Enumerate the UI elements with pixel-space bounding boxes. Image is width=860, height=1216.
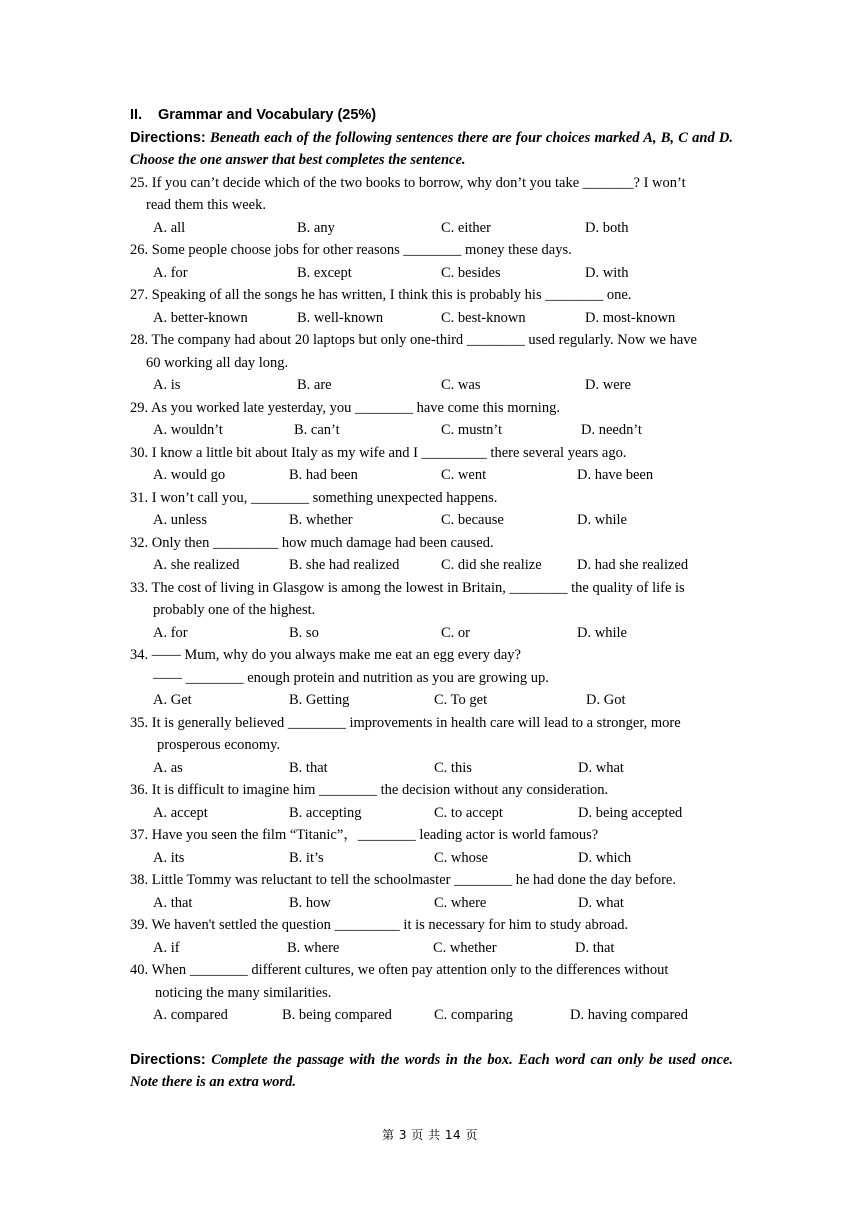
directions-1 <box>130 127 733 172</box>
option-d[interactable]: D. needn’t <box>581 422 642 438</box>
option-d[interactable]: D. while <box>577 624 627 641</box>
question-item <box>130 869 733 914</box>
question-stem-continued: read them this week. <box>146 197 266 213</box>
directions-2 <box>130 1049 733 1094</box>
option-a[interactable]: A. unless <box>153 512 207 528</box>
answer-options <box>130 847 733 870</box>
answer-options <box>130 622 733 645</box>
question-stem: 39. We haven't settled the question _________ it is necessary for him to study abroad. <box>130 917 629 933</box>
option-c[interactable]: C. comparing <box>434 1007 513 1023</box>
question-stem: 26. Some people choose jobs for other reasons ________ money these days. <box>130 242 572 258</box>
option-a[interactable]: A. all <box>153 219 186 236</box>
option-d[interactable]: D. were <box>585 377 631 393</box>
answer-options <box>130 937 733 960</box>
exam-page <box>130 104 733 1094</box>
option-a[interactable]: A. is <box>153 377 181 393</box>
option-b[interactable]: B. had been <box>289 467 358 483</box>
option-d[interactable]: D. with <box>585 264 629 281</box>
question-stem: 32. Only then _________ how much damage had been caused. <box>130 534 494 551</box>
option-c[interactable]: C. best-known <box>441 309 526 326</box>
option-c[interactable]: C. was <box>441 377 481 393</box>
question-item <box>130 959 733 1027</box>
option-d[interactable]: D. being accepted <box>578 804 683 821</box>
answer-options <box>130 419 733 442</box>
question-stem: 40. When ________ different cultures, we often pay attention only to the differences without <box>130 962 669 978</box>
option-c[interactable]: C. whose <box>434 849 488 866</box>
answer-options <box>130 757 733 780</box>
option-a[interactable]: A. that <box>153 894 193 911</box>
option-a[interactable]: A. she realized <box>153 557 240 573</box>
question-stem: 29. As you worked late yesterday, you ________ have come this morning. <box>130 399 560 416</box>
question-item <box>130 824 733 869</box>
option-a[interactable]: A. if <box>153 939 180 956</box>
directions-text: Beneath each of the following sentences there are four choices marked A, B, C and D. Choose the one answer that best completes the sentence. <box>130 129 733 168</box>
answer-options <box>130 689 733 712</box>
answer-options <box>130 509 733 532</box>
question-stem: 36. It is difficult to imagine him ________ the decision without any consideration. <box>130 782 609 798</box>
answer-options <box>130 1004 733 1027</box>
option-c[interactable]: C. either <box>441 219 491 236</box>
option-b[interactable]: B. so <box>289 624 319 641</box>
question-item <box>130 284 733 329</box>
answer-options <box>130 802 733 825</box>
option-c[interactable]: C. or <box>441 624 470 641</box>
directions-label: Directions: <box>130 1051 206 1068</box>
option-c[interactable]: C. this <box>434 759 472 776</box>
question-stem: 33. The cost of living in Glasgow is among the lowest in Britain, ________ the quality of life is <box>130 579 685 596</box>
option-d[interactable]: D. both <box>585 219 629 236</box>
option-b[interactable]: B. except <box>297 264 352 281</box>
option-b[interactable]: B. being compared <box>282 1007 392 1023</box>
question-stem-continued: prosperous economy. <box>157 737 281 753</box>
question-stem-continued: 60 working all day long. <box>146 354 289 371</box>
option-a[interactable]: A. for <box>153 264 188 281</box>
answer-options <box>130 374 733 397</box>
question-item <box>130 577 733 645</box>
option-b[interactable]: B. whether <box>289 512 353 528</box>
question-item <box>130 532 733 577</box>
option-c[interactable]: C. whether <box>433 939 497 956</box>
section-heading <box>130 104 733 127</box>
answer-options <box>130 892 733 915</box>
option-d[interactable]: D. had she realized <box>577 557 689 573</box>
option-b[interactable]: B. accepting <box>289 804 362 821</box>
option-a[interactable]: A. better-known <box>153 309 248 326</box>
question-item <box>130 487 733 532</box>
question-stem: 35. It is generally believed ________ improvements in health care will lead to a stronger, more <box>130 714 681 731</box>
question-stem: 28. The company had about 20 laptops but only one-third ________ used regularly. Now we have <box>130 332 697 348</box>
question-stem: 31. I won’t call you, ________ something unexpected happens. <box>130 489 498 506</box>
answer-options <box>130 307 733 330</box>
option-c[interactable]: C. besides <box>441 264 501 281</box>
question-list <box>130 172 733 1027</box>
question-stem: 38. Little Tommy was reluctant to tell the schoolmaster ________ he had done the day before. <box>130 872 676 888</box>
option-b[interactable]: B. it’s <box>289 849 324 866</box>
option-b[interactable]: B. are <box>297 377 332 393</box>
question-item <box>130 172 733 240</box>
question-item <box>130 712 733 780</box>
option-b[interactable]: B. where <box>287 939 340 956</box>
option-b[interactable]: B. she had realized <box>289 557 400 573</box>
question-item <box>130 397 733 442</box>
option-a[interactable]: A. Get <box>153 692 192 708</box>
option-b[interactable]: B. well-known <box>297 309 384 326</box>
option-a[interactable]: A. for <box>153 624 188 641</box>
section-number: II. <box>130 107 143 123</box>
question-item <box>130 644 733 712</box>
question-item <box>130 329 733 397</box>
directions-label: Directions: <box>130 129 206 146</box>
option-d[interactable]: D. Got <box>586 692 626 708</box>
option-b[interactable]: B. how <box>289 894 331 911</box>
option-c[interactable]: C. mustn’t <box>441 422 502 438</box>
answer-options <box>130 464 733 487</box>
option-d[interactable]: D. what <box>578 894 624 911</box>
directions-text: Complete the passage with the words in the box. Each word can only be used once. Note there is an extra word. <box>130 1051 733 1090</box>
answer-options <box>130 554 733 577</box>
option-b[interactable]: B. can’t <box>294 422 340 438</box>
option-d[interactable]: D. which <box>578 849 632 866</box>
option-d[interactable]: D. that <box>575 939 615 956</box>
section-title: Grammar and Vocabulary (25%) <box>158 107 377 123</box>
option-b[interactable]: B. any <box>297 219 335 236</box>
question-stem: 34. —— Mum, why do you always make me eat an egg every day? <box>130 647 521 663</box>
question-item <box>130 239 733 284</box>
option-c[interactable]: C. to accept <box>434 804 503 821</box>
option-a[interactable]: A. its <box>153 849 185 866</box>
option-c[interactable]: C. did she realize <box>441 557 542 573</box>
question-item <box>130 442 733 487</box>
option-d[interactable]: D. have been <box>577 467 654 483</box>
answer-options <box>130 262 733 285</box>
question-item <box>130 779 733 824</box>
option-c[interactable]: C. where <box>434 894 487 911</box>
option-b[interactable]: B. that <box>289 759 328 776</box>
page-footer: 第 3 页 共 14 页 <box>382 1128 478 1142</box>
option-c[interactable]: C. because <box>441 512 504 528</box>
option-d[interactable]: D. having compared <box>570 1007 688 1023</box>
question-stem-continued: —— ________ enough protein and nutrition as you are growing up. <box>153 669 549 686</box>
question-stem-continued: noticing the many similarities. <box>155 984 332 1001</box>
question-stem-continued: probably one of the highest. <box>153 602 316 618</box>
option-d[interactable]: D. what <box>578 759 624 776</box>
option-d[interactable]: D. while <box>577 512 627 528</box>
option-a[interactable]: A. wouldn’t <box>153 422 223 438</box>
question-stem: 30. I know a little bit about Italy as my wife and I _________ there several years ago. <box>130 444 627 461</box>
option-a[interactable]: A. as <box>153 759 183 776</box>
option-b[interactable]: B. Getting <box>289 692 350 708</box>
question-stem: 37. Have you seen the film “Titanic”，________ leading actor is world famous? <box>130 827 599 843</box>
option-a[interactable]: A. would go <box>153 467 226 483</box>
option-d[interactable]: D. most-known <box>585 309 676 326</box>
question-item <box>130 914 733 959</box>
question-stem: 27. Speaking of all the songs he has written, I think this is probably his ________ one. <box>130 287 632 303</box>
option-a[interactable]: A. accept <box>153 804 208 821</box>
option-a[interactable]: A. compared <box>153 1007 228 1023</box>
question-stem: 25. If you can’t decide which of the two books to borrow, why don’t you take _______? I won’t <box>130 174 686 191</box>
option-c[interactable]: C. went <box>441 467 487 483</box>
answer-options <box>130 217 733 240</box>
option-c[interactable]: C. To get <box>434 692 488 708</box>
